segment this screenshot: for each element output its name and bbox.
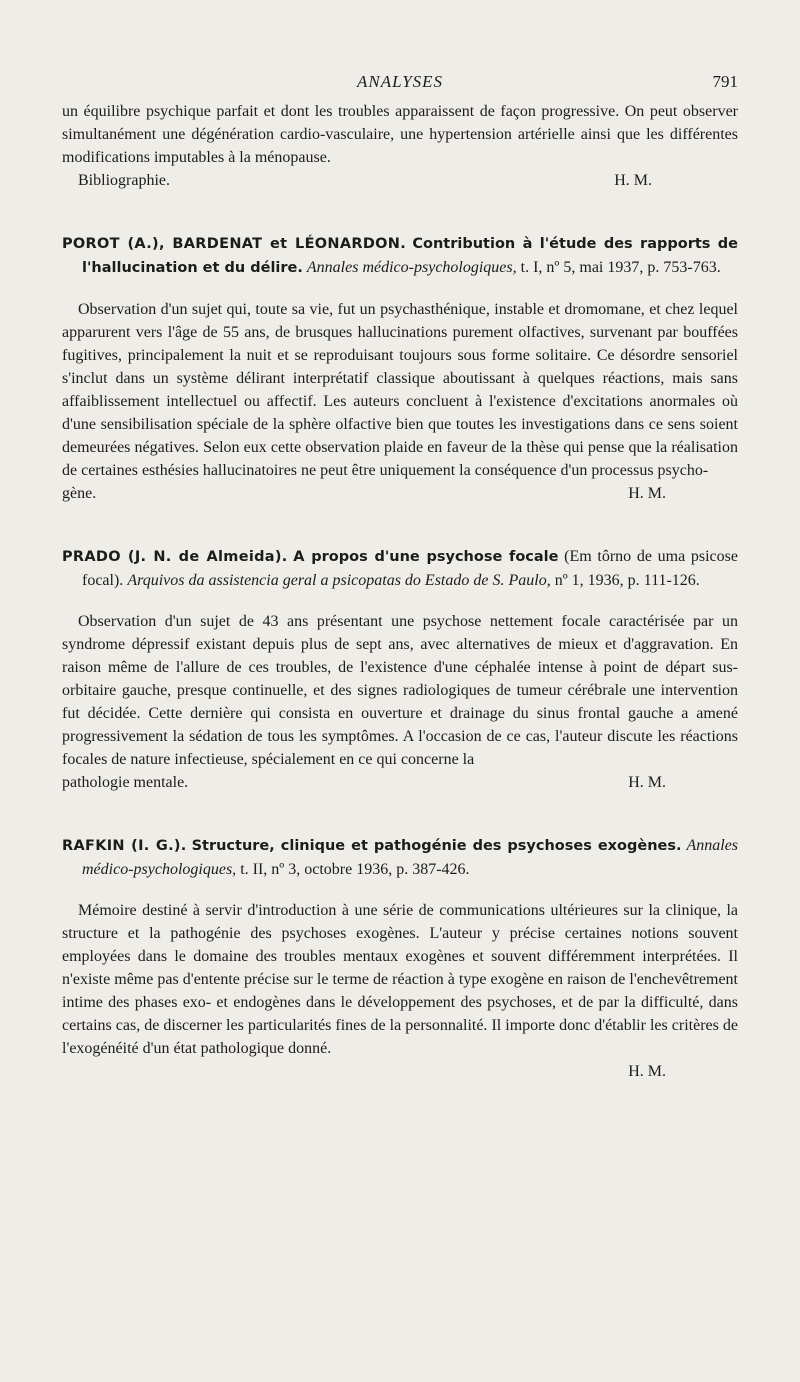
review-entry	[62, 545, 738, 794]
abstract-tail	[62, 771, 738, 794]
running-head	[62, 72, 738, 98]
entry-abstract	[62, 298, 738, 505]
entry-author: POROT (A.), BARDENAT et LÉONARDON.	[62, 236, 407, 252]
bibliography-label: Bibliographie.	[78, 172, 170, 189]
intro-footer	[62, 169, 738, 192]
signature: H. M.	[628, 485, 666, 502]
entry-abstract	[62, 899, 738, 1083]
entry-author: RAFKIN (I. G.).	[62, 838, 187, 854]
page-body	[62, 100, 738, 1083]
page-number: 791	[712, 72, 738, 91]
abstract-tail-text: gène.	[62, 485, 97, 502]
signature: H. M.	[628, 774, 666, 791]
review-entry	[62, 232, 738, 505]
abstract-tail-text: pathologie mentale.	[62, 774, 189, 791]
entry-title: Contribution à l'étude des rapports de l'hallucination et du délire.	[82, 236, 739, 276]
entry-subtitle: (Em tôrno de uma psicose focal).	[82, 548, 738, 589]
entry-citation	[62, 232, 738, 280]
entry-citation	[62, 545, 738, 592]
entry-journal: Arquivos da assistencia geral a psicopatas do Estado de S. Paulo,	[127, 572, 551, 589]
abstract-text: Observation d'un sujet qui, toute sa vie, fut un psychasthénique, instable et dromomane, et chez lequel apparurent vers l'âge de 55 ans, de brusques hallucinations purement olfactives, survenant par bouffées fugitives, principalement la nuit et se reproduisant toujours sous forme solitaire. Ce désordre sensoriel s'inclut dans un système délirant interprétatif classique aboutissant à quelques réactions, mais sans affaiblissement intellectuel ou affectif. Les auteurs concluent à l'existence d'excitations anormales où d'une sensibilisation spéciale de la sphère olfactive bien que toutes les investigations dans ce sens soient demeurées négatives. Selon eux cette observation plaide en faveur de la thèse qui pense que la réalisation de certaines esthésies hallucinatoires ne peut être uniquement la conséquence d'un processus psycho-	[62, 301, 738, 479]
review-entry	[62, 834, 738, 1083]
entry-abstract	[62, 610, 738, 794]
entry-author: PRADO (J. N. de Almeida).	[62, 549, 288, 565]
signature: H. M.	[614, 172, 652, 189]
entry-reference: t. I, nº 5, mai 1937, p. 753-763.	[520, 259, 721, 276]
entry-journal: Annales médico-psychologiques,	[82, 837, 739, 878]
entry-title: Structure, clinique et pathogénie des psychoses exogènes.	[191, 838, 682, 854]
entry-reference: t. II, nº 3, octobre 1936, p. 387-426.	[240, 861, 470, 878]
abstract-tail	[62, 482, 738, 505]
entry-title: A propos d'une psychose focale	[293, 549, 559, 565]
abstract-text: Mémoire destiné à servir d'introduction à une série de communications ultérieures sur la clinique, la structure et la pathogénie des psychoses exogènes. L'auteur y précise certaines notions souvent employées dans le domaine des troubles mentaux exogènes et souvent différemment interprétées. Il n'existe même pas d'entente précise sur le terme de réaction à type exogène en raison de l'enchevêtrement intime des phases exo- et endogènes dans le développement des psychoses, et de par la difficulté, dans certains cas, de discerner les particularités fines de la personnalité. Il importe donc d'établir les critères de l'exogénéité d'un état pathologique donné.	[62, 902, 738, 1057]
signature: H. M.	[628, 1063, 666, 1080]
abstract-text: Observation d'un sujet de 43 ans présentant une psychose nettement focale caractérisée par un syndrome dépressif existant depuis plus de sept ans, avec alternatives de mieux et d'aggravation. En raison même de l'allure de ces troubles, de l'existence d'une céphalée intense à point de départ sus-orbitaire gauche, presque continuelle, et des signes radiologiques de tumeur cérébrale une intervention fut décidée. Cette dernière qui consista en ouverture et drainage du sinus frontal gauche a amené progressivement la sédation de tous les symptômes. A l'occasion de ce cas, l'auteur discute les réactions focales de nature infectieuse, spécialement en ce qui concerne la	[62, 613, 738, 768]
entry-citation	[62, 834, 738, 881]
entry-journal: Annales médico-psychologiques,	[306, 259, 517, 276]
entry-reference: nº 1, 1936, p. 111-126.	[554, 572, 700, 589]
abstract-footer	[62, 1060, 738, 1083]
running-title: ANALYSES	[356, 72, 444, 91]
intro-paragraph: un équilibre psychique parfait et dont les troubles apparaissent de façon progressive. On peut observer simultanément une dégénération cardio-vasculaire, une hypertension artérielle ainsi que les différentes modifications imputables à la ménopause.	[62, 103, 738, 166]
